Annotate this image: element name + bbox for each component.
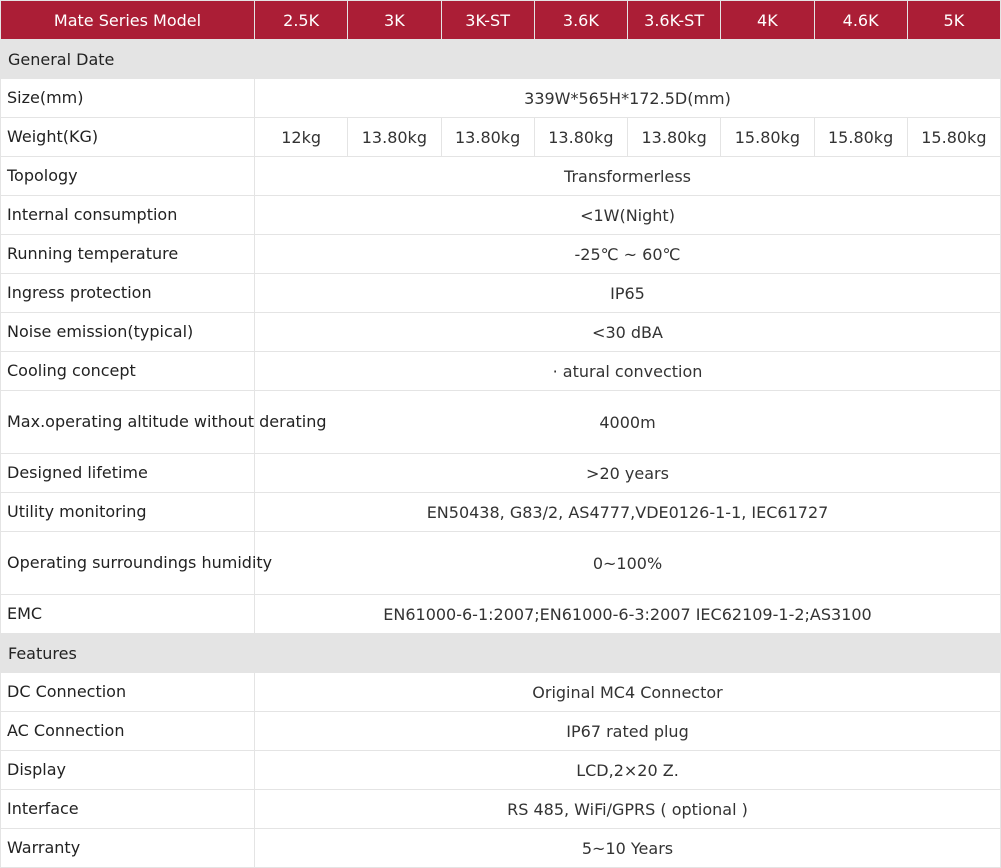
row-value: Original MC4 Connector	[255, 673, 1001, 712]
row-label: Ingress protection	[1, 274, 255, 313]
row-value: -25℃ ~ 60℃	[255, 235, 1001, 274]
row-value: IP67 rated plug	[255, 712, 1001, 751]
row-value-cell: 15.80kg	[721, 118, 814, 157]
section-title: Features	[1, 634, 1001, 673]
row-value: >20 years	[255, 454, 1001, 493]
row-label: Running temperature	[1, 235, 255, 274]
row-label: Size(mm)	[1, 79, 255, 118]
table-row	[1, 493, 1001, 532]
row-value-cell: 15.80kg	[814, 118, 907, 157]
model-column-header: 4.6K	[814, 1, 907, 40]
row-value-cell: 15.80kg	[907, 118, 1000, 157]
model-column-header: 5K	[907, 1, 1000, 40]
row-value-cell: 13.80kg	[534, 118, 627, 157]
row-value: Transformerless	[255, 157, 1001, 196]
table-row	[1, 118, 1001, 157]
model-column-header: 3K	[348, 1, 441, 40]
table-row	[1, 157, 1001, 196]
table-row	[1, 196, 1001, 235]
table-row	[1, 829, 1001, 868]
row-label: AC Connection	[1, 712, 255, 751]
table-row	[1, 712, 1001, 751]
table-row	[1, 454, 1001, 493]
row-label: Weight(KG)	[1, 118, 255, 157]
row-value-cell: 13.80kg	[441, 118, 534, 157]
row-value: 0~100%	[255, 532, 1001, 595]
table-row	[1, 313, 1001, 352]
table-row	[1, 532, 1001, 595]
row-value: 4000m	[255, 391, 1001, 454]
table-header	[1, 1, 1001, 40]
row-value-cell: 12kg	[255, 118, 348, 157]
table-row	[1, 790, 1001, 829]
section-header-row	[1, 40, 1001, 79]
row-value: <1W(Night)	[255, 196, 1001, 235]
row-value: 339W*565H*172.5D(mm)	[255, 79, 1001, 118]
row-value: EN50438, G83/2, AS4777,VDE0126-1-1, IEC61727	[255, 493, 1001, 532]
model-column-header: 3.6K-ST	[628, 1, 721, 40]
table-row	[1, 673, 1001, 712]
row-value: EN61000-6-1:2007;EN61000-6-3:2007 IEC62109-1-2;AS3100	[255, 595, 1001, 634]
row-label: Warranty	[1, 829, 255, 868]
table-row	[1, 751, 1001, 790]
model-column-header: 3K-ST	[441, 1, 534, 40]
header-row	[1, 1, 1001, 40]
table-row	[1, 235, 1001, 274]
model-column-header: 3.6K	[534, 1, 627, 40]
row-value: RS 485, WiFi/GPRS ( optional )	[255, 790, 1001, 829]
table-row	[1, 352, 1001, 391]
row-label: Internal consumption	[1, 196, 255, 235]
row-label: Designed lifetime	[1, 454, 255, 493]
row-value: · atural convection	[255, 352, 1001, 391]
row-value-cell: 13.80kg	[628, 118, 721, 157]
row-value: LCD,2×20 Z.	[255, 751, 1001, 790]
row-label: Display	[1, 751, 255, 790]
row-value: <30 dBA	[255, 313, 1001, 352]
row-label: Noise emission(typical)	[1, 313, 255, 352]
header-title: Mate Series Model	[1, 1, 255, 40]
table-body	[1, 40, 1001, 868]
table-row	[1, 274, 1001, 313]
row-label: Cooling concept	[1, 352, 255, 391]
table-row	[1, 79, 1001, 118]
row-value: 5~10 Years	[255, 829, 1001, 868]
row-label: Interface	[1, 790, 255, 829]
row-label: EMC	[1, 595, 255, 634]
row-label: Utility monitoring	[1, 493, 255, 532]
section-header-row	[1, 634, 1001, 673]
table-row	[1, 391, 1001, 454]
row-label: DC Connection	[1, 673, 255, 712]
row-value: IP65	[255, 274, 1001, 313]
section-title: General Date	[1, 40, 1001, 79]
model-column-header: 2.5K	[255, 1, 348, 40]
row-label: Operating surroundings humidity	[1, 532, 255, 595]
model-column-header: 4K	[721, 1, 814, 40]
row-label: Max.operating altitude without derating	[1, 391, 255, 454]
row-label: Topology	[1, 157, 255, 196]
row-value-cell: 13.80kg	[348, 118, 441, 157]
table-row	[1, 595, 1001, 634]
